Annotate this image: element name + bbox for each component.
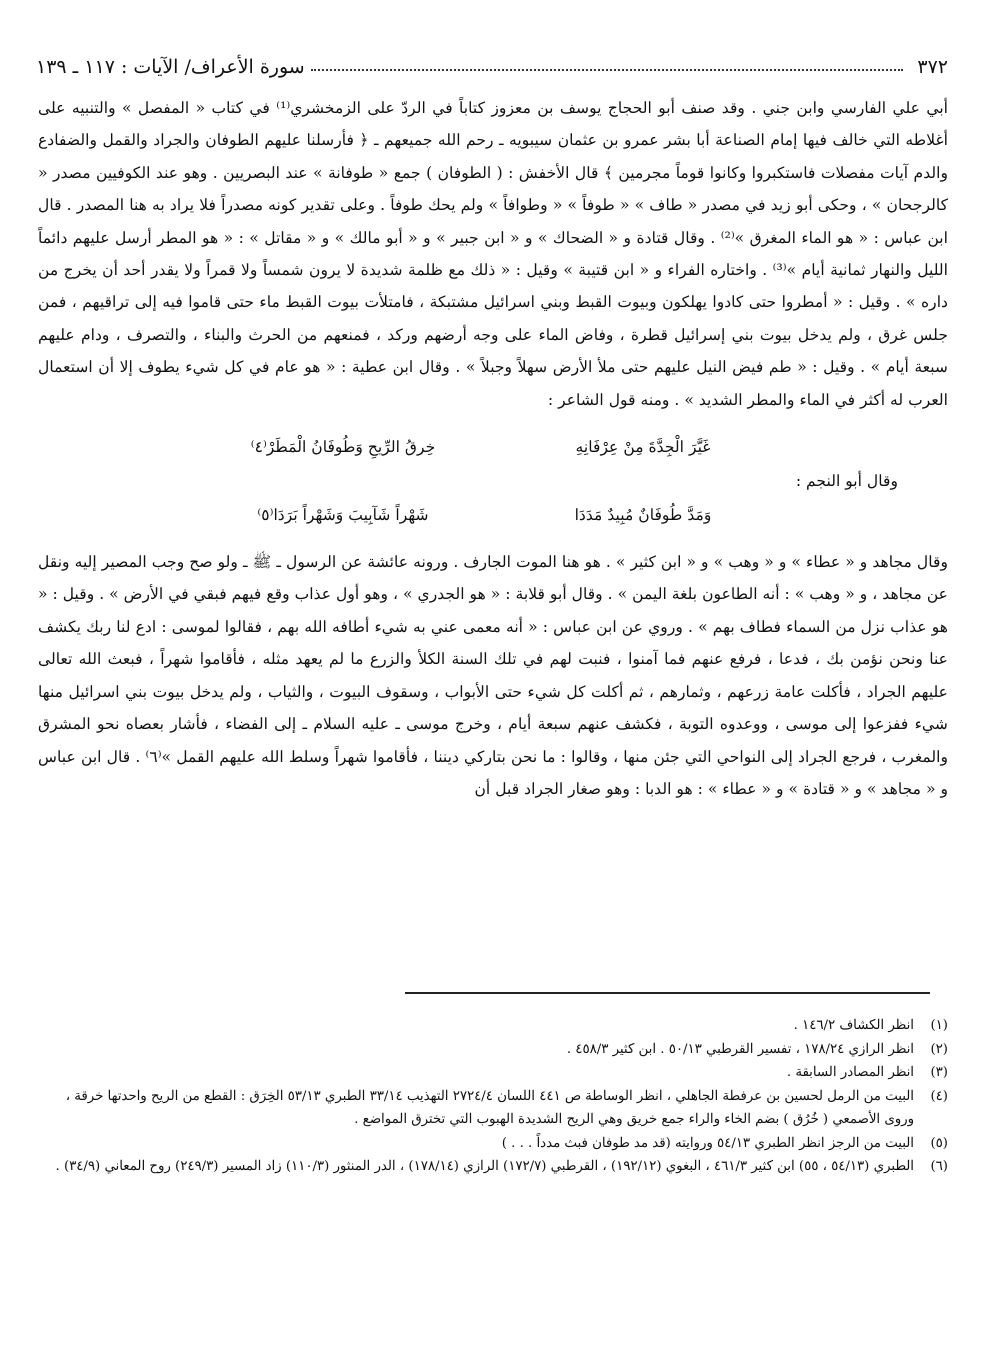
- verse-2-second-hemistich: شَهْراً شَآبِيبَ وَشَهْراً بَرَدَا⁽٥⁾: [257, 506, 429, 525]
- paragraph-2: وقال مجاهد و « عطاء » و « وهب » و « ابن كثير » . هو هنا الموت الجارف . ورونه عائشة عن الرسول ـ ﷺ ـ ولو صح وجب المصير إليه ونقل عن مجاهد ، و « وهب » : أنه الطاعون بلغة اليمن » . وقال أبو قلابة : « هو الجدري » ، وهو أول عذاب وقع فيهم فبقي في الأرض » . وقيل : « هو عذاب نزل من السماء فطاف بهم » . وروي عن ابن عباس : « أنه معمى عني به شيء أطافه الله بهم ، فقالوا لموسى : ادع لنا ربك يكشف عنا ونحن نؤمن بك ، فدعا ، فرفع عنهم فما آمنوا ، فنبت لهم في تلك السنة الكلأ والزرع ما لم يعهد مثله ، فأقاموا شهراً ، فبعث الله تعالى عليهم الجراد ، فأكلت عامة زرعهم ، وثمارهم ، ثم أكلت كل شيء حتى الأبواب ، وسقوف البيوت ، والثياب ، ولم يدخل بيوت بني اسرائيل منها شيء ففزعوا إلى موسى ، ووعدوه التوبة ، فكشف عنهم سبعة أيام ، وخرج موسى ـ عليه السلام ـ إلى الفضاء ، فأشار بعصاه نحو المشرق والمغرب ، فرجع الجراد إلى النواحي التي جئن منها ، وقالوا : ما نحن بتاركي ديننا ، فأقاموا شهراً وسلط الله عليهم القمل »⁽٦⁾ . قال ابن عباس و « مجاهد » و « قتادة » و « عطاء » : هو الدبا : وهو صغار الجراد قبل أن: [38, 553, 948, 798]
- verse-1-first-hemistich: غَيَّرَ الْجِدَّةَ مِنْ عِرْفَانِهِ: [575, 438, 711, 457]
- footnote-text: انظر الكشاف ١٤٦/٢ .: [793, 1018, 914, 1033]
- footnote-number: (٦): [930, 1159, 948, 1174]
- footnote-text: انظر الرازي ١٧٨/٢٤ ، تفسير القرطبي ٥٠/١٣ . ابن كثير ٤٥٨/٣ .: [566, 1041, 914, 1057]
- poem-verse-2: [38, 498, 948, 532]
- footnotes: [38, 1014, 948, 1179]
- poet-intro: وقال أبو النجم :: [795, 472, 898, 491]
- footnote: [38, 1061, 948, 1085]
- footnote-divider: [405, 992, 930, 994]
- page-number: ٣٧٢: [917, 56, 948, 78]
- footnote: [38, 1155, 948, 1179]
- footnote-number: (٤): [930, 1088, 948, 1104]
- header-title: سورة الأعراف/ الآيات : ١١٧ ـ ١٣٩: [36, 56, 305, 78]
- footnote-text: انظر المصادر السابقة .: [786, 1065, 914, 1080]
- footnote-number: (٥): [930, 1135, 948, 1151]
- footnote: [38, 1132, 948, 1156]
- footnote: [38, 1038, 948, 1062]
- verse-1-second-hemistich: خِرقُ الرِّيحِ وَطُوفَانُ الْمَطَرْ⁽٤⁾: [250, 438, 436, 457]
- footnote-text: البيت من الرجز انظر الطبري ٥٤/١٣ وروايته (قد مد طوفان فبث مدداً . . . ): [501, 1135, 914, 1151]
- poem-block: [38, 430, 948, 532]
- verse-2-first-hemistich: وَمَدَّ طُوفَانٌ مُبِيدٌ مَدَدَا: [574, 506, 712, 525]
- footnote: [38, 1014, 948, 1038]
- header-dotted-leader: [311, 69, 904, 71]
- footnote-text: الطبري (٥٤/١٣ ، ٥٥) ابن كثير ٤٦١/٣ ، البغوي (١٩٢/١٢) ، القرطبي (١٧٢/٧) الرازي (١٧٨/١٤) ، الدر المنثور (١١٠/٣) زاد المسير (٢٤٩/٣) روح المعاني (٣٤/٩) .: [55, 1159, 914, 1174]
- footnote-number: (١): [930, 1018, 948, 1033]
- page-header: [36, 42, 948, 78]
- footnote-number: (٢): [930, 1041, 948, 1057]
- main-text: [38, 92, 948, 805]
- poem-verse-1: [38, 430, 948, 464]
- footnote-text: البيت من الرمل لحسين بن عرفطة الجاهلي ، انظر الوساطة ص ٤٤١ اللسان ٢٧٢٤/٤ التهذيب ٣٣/١٤ الطبري ٥٣/١٣ الخِرَق : القطع من الريح واحدتها خرقة ، وروى الأصمعي ( خُرُق ) بضم الخاء والراء جمع خريق وهي الريح الشديدة الهبوب التي تخترق المواضع .: [65, 1088, 914, 1127]
- footnote-number: (٣): [930, 1065, 948, 1080]
- footnote: [38, 1085, 948, 1132]
- paragraph-1: أبي علي الفارسي وابن جني . وقد صنف أبو الحجاج يوسف بن معزوز كتاباً في الردّ على الزمخشري⁽¹⁾ في كتاب « المفصل » والتنبيه على أغلاطه التي خالف فيها إمام الصناعة أبا بشر عمرو بن عثمان سيبويه ـ رحم الله جميعهم ـ ﴿ فأرسلنا عليهم الطوفان والجراد والقمل والضفادع والدم آيات مفصلات فاستكبروا وكانوا قوماً مجرمين ﴾ قال الأخفش : ( الطوفان ) جمع « طوفانة » عند البصريين . وهو عند الكوفيين مصدر « كالرجحان » ، وحكى أبو زيد في مصدر « طاف » « طوفاً » « وطوافاً » ولم يحك طوفاً . وعلى تقدير كونه مصدراً فلا يراد به هنا المصدر . قال ابن عباس : « هو الماء المغرق »⁽²⁾ . وقال قتادة و « الضحاك » و « ابن جبير » و « أبو مالك » و « مقاتل » : « هو المطر أرسل عليهم دائماً الليل والنهار ثمانية أيام »⁽³⁾ . واختاره الفراء و « ابن قتيبة » وقيل : « ذلك مع ظلمة شديدة لا يرون شمساً ولا قمراً ولا يقدر أحد أن يخرج من داره » . وقيل : « أمطروا حتى كادوا يهلكون وبيوت القبط وبني اسرائيل مشتبكة ، فامتلأت بيوت القبط ماء حتى قاموا فيه إلى تراقيهم ، فمن جلس غرق ، ولم يدخل بيوت بني إسرائيل قطرة ، وفاض الماء على وجه أرضهم وركد ، فمنعهم من الحرث والبناء ، والتصرف ، ودام عليهم سبعة أيام » . وقيل : « طم فيض النيل عليهم حتى ملأ الأرض سهلاً وجبلاً » . وقال ابن عطية : « هو عام في كل شيء يطوف إلا أن استعمال العرب له أكثر في الماء والمطر الشديد » . ومنه قول الشاعر :: [38, 99, 949, 409]
